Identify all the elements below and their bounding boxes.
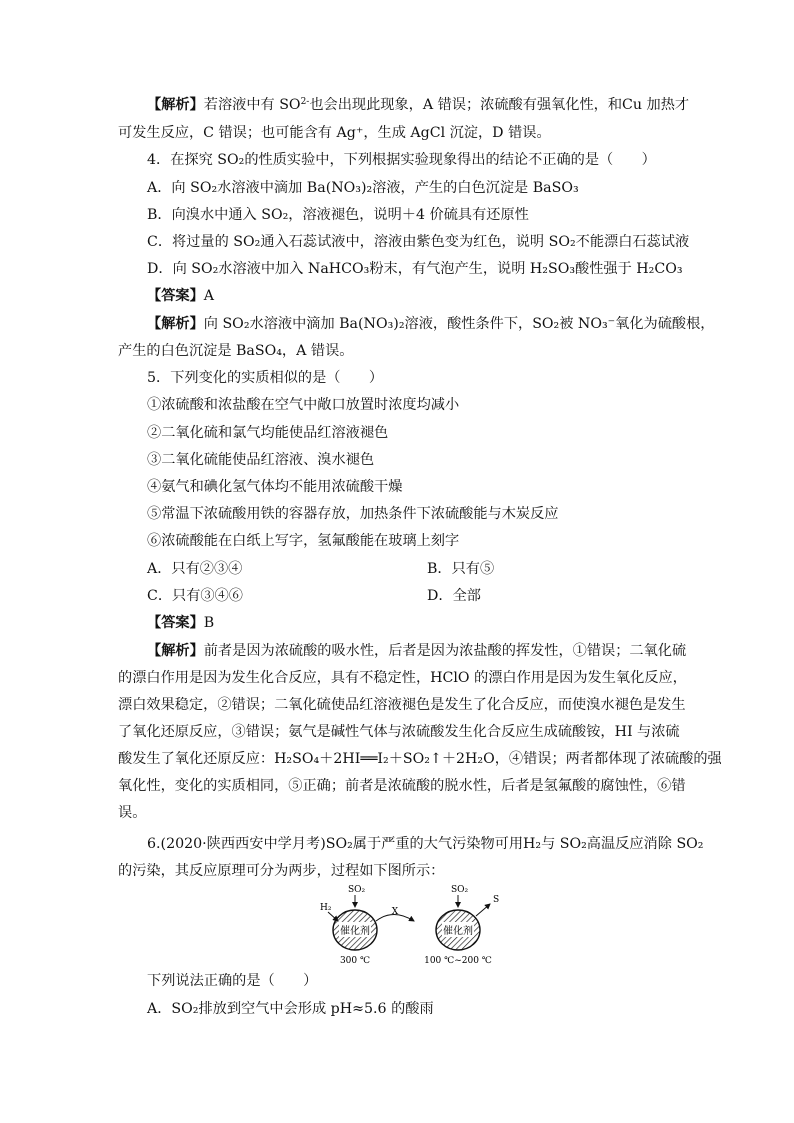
q4-option-c: C．将过量的 SO₂通入石蕊试液中，溶液由紫色变为红色，说明 SO₂不能漂白石蕊试液 bbox=[147, 234, 690, 250]
q5-analysis-line: 了氧化还原反应，③错误；氨气是碱性气体与浓硫酸发生化合反应生成硫酸铵，HI 与浓硫 bbox=[118, 724, 680, 740]
q5-item: ②二氧化硫和氯气均能使品红溶液褪色 bbox=[147, 425, 389, 441]
s-arrow bbox=[476, 904, 490, 916]
h2-label: H₂ bbox=[320, 903, 332, 913]
q5-analysis-line: 氧化性，变化的实质相同，⑤正确；前者是浓硫酸的脱水性，后者是氢氟酸的腐蚀性，⑥错 bbox=[118, 778, 686, 794]
x-label: X bbox=[391, 907, 399, 917]
sulfite-charge: 2- bbox=[300, 97, 310, 107]
q5-item: ⑤常温下浓硫酸用铁的容器存放，加热条件下浓硫酸能与木炭反应 bbox=[147, 506, 559, 522]
q5-analysis-line: 的漂白作用是因为发生化合反应，具有不稳定性，HClO 的漂白作用是因为发生氧化反应， bbox=[118, 670, 687, 686]
q5-option-d: D．全部 bbox=[427, 588, 481, 604]
catalyst-right-label: 催化剂 bbox=[443, 926, 473, 937]
temp-left-label: 300 ℃ bbox=[339, 956, 371, 966]
q4-stem: 4．在探究 SO₂的性质实验中，下列根据实验现象得出的结论不正确的是（ ） bbox=[147, 152, 656, 168]
q5-item: ①浓硫酸和浓盐酸在空气中敞口放置时浓度均减小 bbox=[147, 397, 460, 413]
analysis-paragraph-line1 bbox=[147, 92, 689, 118]
q5-analysis-line: 漂白效果稳定，②错误；二氧化硫使品红溶液褪色是发生了化合反应，而使溴水褪色是发生 bbox=[118, 697, 686, 713]
analysis-tag: 【解析】 bbox=[147, 316, 204, 332]
q4-option-d: D．向 SO₂水溶液中加入 NaHCO₃粉末，有气泡产生，说明 H₂SO₃酸性强于 H₂CO₃ bbox=[147, 261, 683, 277]
q5-answer-value: B bbox=[203, 615, 215, 631]
q5-analysis-line: 酸发生了氧化还原反应：H₂SO₄＋2HI══I₂＋SO₂↑＋2H₂O，④错误；两者都体现了浓硫酸的强 bbox=[118, 751, 722, 767]
answer-tag: 【答案】 bbox=[147, 615, 204, 631]
analysis-text-b: 也会出现此现象，A 错误；浓硫酸有强氧化性，和Cu 加热才 bbox=[309, 97, 690, 113]
so2-left-label: SO₂ bbox=[348, 885, 366, 895]
q5-answer bbox=[147, 610, 214, 636]
analysis-text-a: 若溶液中有 SO bbox=[203, 97, 301, 113]
analysis-paragraph-line2: 可发生反应，C 错误；也可能含有 Ag⁺，生成 AgCl 沉淀，D 错误。 bbox=[118, 125, 551, 141]
q4-answer bbox=[147, 283, 214, 309]
s-label: S bbox=[493, 895, 500, 905]
q5-analysis-line bbox=[147, 638, 686, 664]
q5-option-a: A．只有②③④ bbox=[147, 561, 243, 577]
q4-answer-value: A bbox=[203, 288, 215, 304]
q6-option-a: A．SO₂排放到空气中会形成 pH≈5.6 的酸雨 bbox=[147, 1001, 434, 1017]
catalyst-left-label: 催化剂 bbox=[340, 926, 370, 937]
analysis-tag: 【解析】 bbox=[147, 643, 204, 659]
q6-stem-line1: 6.(2020·陕西西安中学月考)SO₂属于严重的大气污染物可用H₂与 SO₂高温反应消除 SO₂ bbox=[147, 836, 704, 852]
q5-option-b: B．只有⑤ bbox=[427, 561, 495, 577]
temp-right-label: 100 ℃~200 ℃ bbox=[424, 956, 492, 966]
so2-right-label: SO₂ bbox=[451, 885, 469, 895]
q4-option-a: A．向 SO₂水溶液中滴加 Ba(NO₃)₂溶液，产生的白色沉淀是 BaSO₃ bbox=[147, 180, 579, 196]
reaction-diagram bbox=[310, 880, 510, 970]
q5-analysis-text: 前者是因为浓硫酸的吸水性，后者是因为浓盐酸的挥发性，①错误；二氧化硫 bbox=[203, 643, 687, 659]
q4-analysis-line1 bbox=[147, 311, 714, 337]
q6-question: 下列说法正确的是（ ） bbox=[147, 973, 318, 989]
q5-option-c: C．只有③④⑥ bbox=[147, 588, 243, 604]
q5-item: ④氨气和碘化氢气体均不能用浓硫酸干燥 bbox=[147, 479, 403, 495]
q4-option-b: B．向溴水中通入 SO₂，溶液褪色，说明＋4 价硫具有还原性 bbox=[147, 207, 529, 223]
q5-analysis-line: 误。 bbox=[118, 805, 147, 821]
q5-stem: 5．下列变化的实质相似的是（ ） bbox=[147, 370, 384, 386]
q4-analysis-text: 向 SO₂水溶液中滴加 Ba(NO₃)₂溶液，酸性条件下，SO₂被 NO₃⁻氧化为硫酸根， bbox=[203, 316, 715, 332]
q6-stem-line2: 的污染，其反应原理可分为两步，过程如下图所示： bbox=[118, 863, 445, 879]
q5-item: ⑥浓硫酸能在白纸上写字，氢氟酸能在玻璃上刻字 bbox=[147, 533, 460, 549]
q5-item: ③二氧化硫能使品红溶液、溴水褪色 bbox=[147, 452, 375, 468]
q4-analysis-line2: 产生的白色沉淀是 BaSO₄，A 错误。 bbox=[118, 343, 354, 359]
answer-tag: 【答案】 bbox=[147, 288, 204, 304]
analysis-tag: 【解析】 bbox=[147, 97, 204, 113]
